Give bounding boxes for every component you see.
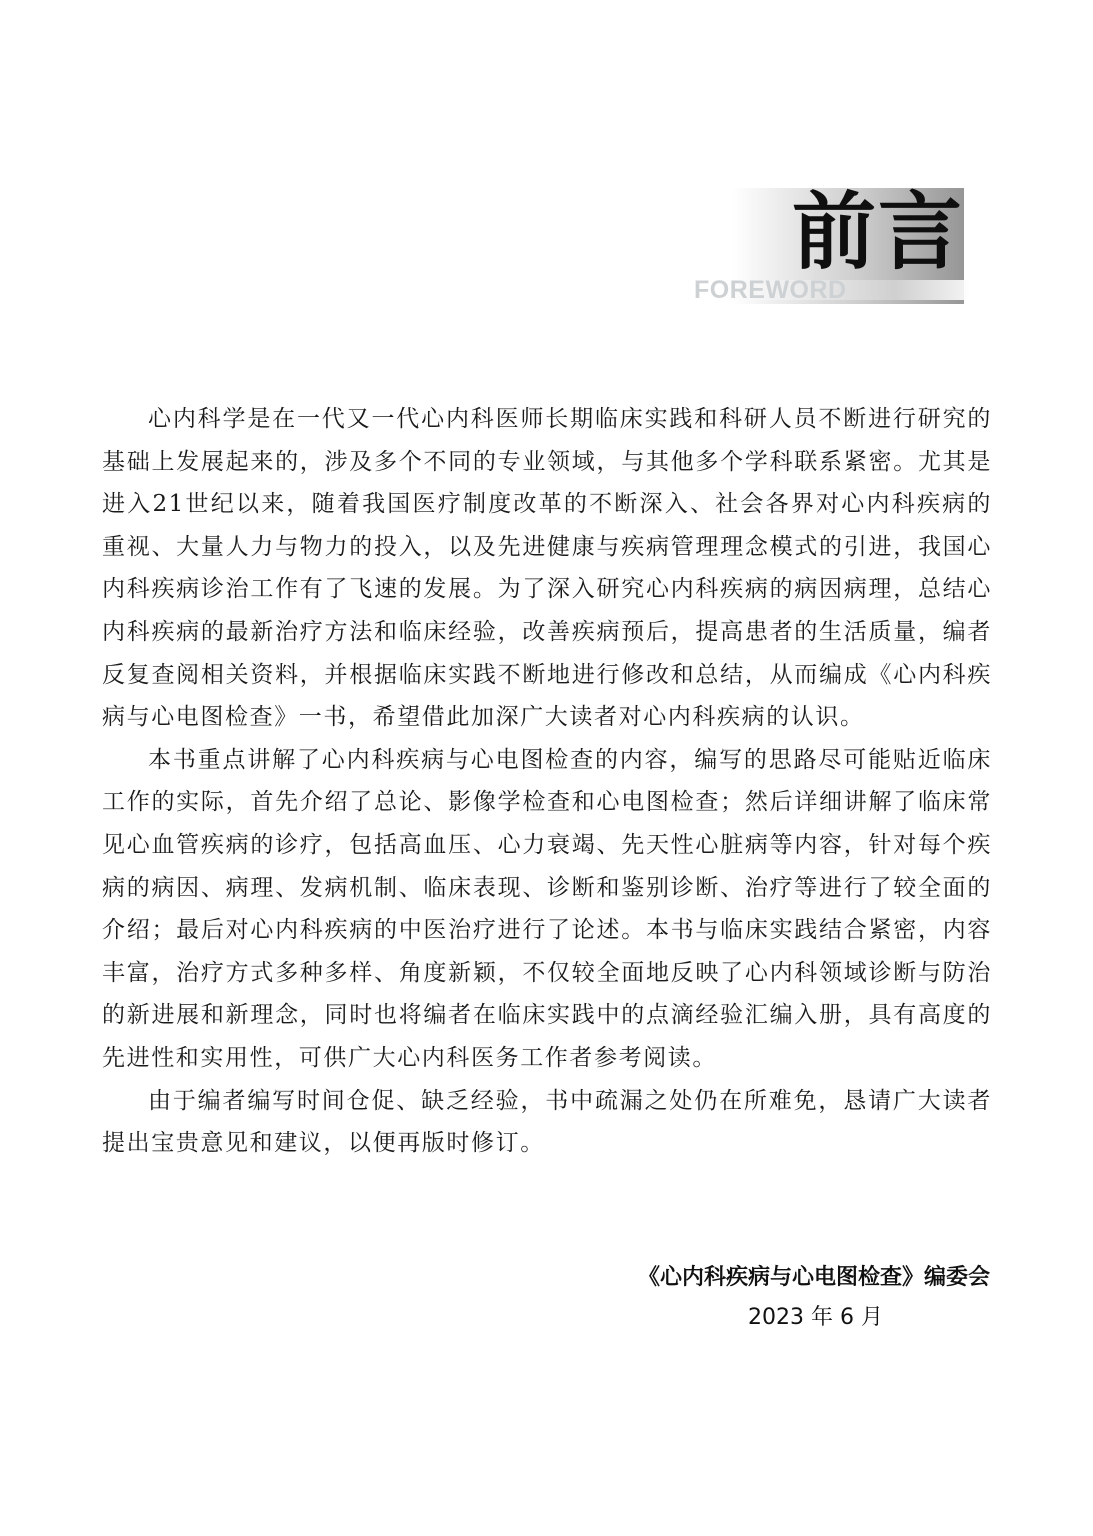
foreword-paragraph-3: 由于编者编写时间仓促、缺乏经验，书中疏漏之处仍在所难免，恳请广大读者提出宝贵意见和建议，以便再版时修订。: [102, 1087, 992, 1157]
signature-date: 2023 年 6 月: [748, 1305, 883, 1330]
page-title: 前言: [792, 182, 965, 281]
foreword-body: [102, 398, 992, 1165]
signature-organization: 《心内科疾病与心电图检查》编委会: [637, 1265, 990, 1290]
foreword-paragraph-1: 心内科学是在一代又一代心内科医师长期临床实践和科研人员不断进行研究的基础上发展起来的，涉及多个不同的专业领域，与其他多个学科联系紧密。尤其是进入21世纪以来，随着我国医疗制度改革的不断深入、社会各界对心内科疾病的重视、大量人力与物力的投入，以及先进健康与疾病管理理念模式的引进，我国心内科疾病诊治工作有了飞速的发展。为了深入研究心内科疾病的病因病理，总结心内科疾病的最新治疗方法和临床经验，改善疾病预后，提高患者的生活质量，编者反复查阅相关资料，并根据临床实践不断地进行修改和总结，从而编成《心内科疾病与心电图检查》一书，希望借此加深广大读者对心内科疾病的认识。: [102, 406, 992, 731]
page-subtitle: FOREWORD: [694, 276, 847, 304]
foreword-paragraph-2: 本书重点讲解了心内科疾病与心电图检查的内容，编写的思路尽可能贴近临床工作的实际，首先介绍了总论、影像学检查和心电图检查；然后详细讲解了临床常见心血管疾病的诊疗，包括高血压、心力衰竭、先天性心脏病等内容，针对每个疾病的病因、病理、发病机制、临床表现、诊断和鉴别诊断、治疗等进行了较全面的介绍；最后对心内科疾病的中医治疗进行了论述。本书与临床实践结合紧密，内容丰富，治疗方式多种多样、角度新颖，不仅较全面地反映了心内科领域诊断与防治的新进展和新理念，同时也将编者在临床实践中的点滴经验汇编入册，具有高度的先进性和实用性，可供广大心内科医务工作者参考阅读。: [102, 746, 992, 1071]
